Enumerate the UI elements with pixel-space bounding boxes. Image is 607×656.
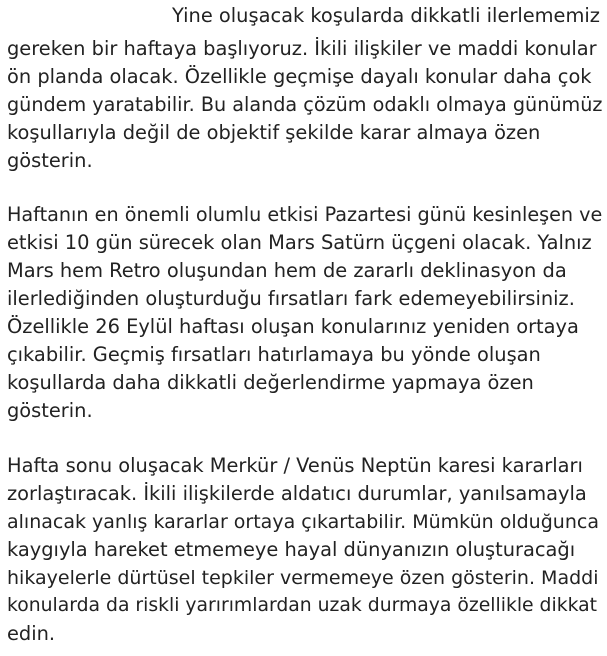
paragraph-3-line-2: zorlaştıracak. İkili ilişkilerde aldatıcı durumlar, yanılsamayla	[7, 482, 587, 505]
paragraph-3-line-1: Hafta sonu oluşacak Merkür / Venüs Neptün karesi kararları	[7, 454, 583, 477]
paragraph-2-line-6: çıkabilir. Geçmiş fırsatları hatırlamaya bu yönde oluşan	[7, 343, 541, 366]
paragraph-2-line-1: Haftanın en önemli olumlu etkisi Pazartesi günü kesinleşen ve	[7, 203, 603, 226]
paragraph-3-line-3: alınacak yanlış kararlar ortaya çıkartabilir. Mümkün olduğunca	[7, 511, 599, 533]
paragraph-3-line-4: kaygıyla hareket etmemeye hayal dünyanızın oluşturacağı	[7, 538, 576, 561]
paragraph-3-line-6: konularda da riskli yarırımlardan uzak durmaya özellikle dikkat	[7, 595, 597, 616]
paragraph-2-line-4: ilerlediğinden oluşturduğu fırsatları fark edemeyebilirsiniz.	[7, 287, 575, 310]
paragraph-2-line-5: Özellikle 26 Eylül haftası oluşan konularınız yeniden ortaya	[7, 315, 579, 338]
paragraph-1-line-2: gereken bir haftaya başlıyoruz. İkili ilişkiler ve maddi konular	[7, 37, 597, 60]
paragraph-3-line-5: hikayelerle dürtüsel tepkiler vermemeye özen gösterin. Maddi	[7, 567, 599, 589]
paragraph-1-line-4: gündem yaratabilir. Bu alanda çözüm odaklı olmaya günümüz	[7, 93, 603, 116]
paragraph-2-line-3: Mars hem Retro oluşundan hem de zararlı deklinasyon da	[7, 259, 567, 282]
paragraph-1-line-6: gösterin.	[7, 149, 93, 172]
paragraph-2-line-2: etkisi 10 gün sürecek olan Mars Satürn üçgeni olacak. Yalnız	[7, 231, 592, 254]
paragraph-1-line-3: ön planda olacak. Özellikle geçmişe dayalı konular daha çok	[7, 65, 592, 88]
paragraph-1-line-1: Yine oluşacak koşularda dikkatli ilerlememiz	[172, 4, 600, 27]
paragraph-1-line-5: koşullarıyla değil de objektif şekilde karar almaya özen	[7, 121, 541, 144]
paragraph-3-line-7: edin.	[7, 622, 56, 645]
paragraph-2-line-8: gösterin.	[7, 399, 93, 422]
paragraph-2-line-7: koşullarda daha dikkatli değerlendirme yapmaya özen	[7, 371, 534, 394]
